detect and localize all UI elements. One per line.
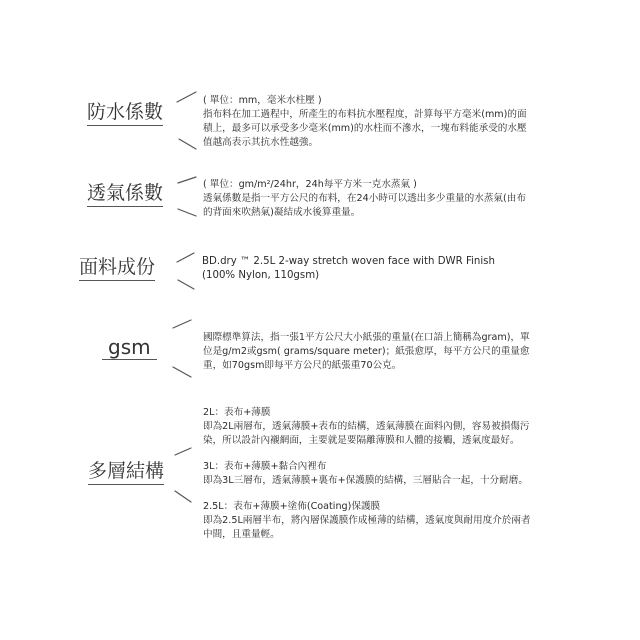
multilayer-description: [203, 406, 531, 542]
bracket-breathability-bottom: [178, 209, 196, 216]
term-multilayer-structure-underline: [88, 484, 164, 485]
gsm-text-3: 重，如70gsm即每平方公尺的紙張重70公克。: [203, 360, 402, 371]
layer-25l-text-1: 即為2.5L兩層半布，將內層保護膜作成極薄的結構，透氣度與耐用度介於兩者: [203, 515, 531, 526]
bracket-gsm-top: [173, 320, 191, 328]
layer-3l-title: 3L：表布+薄膜+黏合內裡布: [203, 461, 327, 472]
term-multilayer-structure: [88, 460, 164, 482]
bracket-composition-bottom: [178, 280, 194, 289]
term-waterproof-underline: [87, 125, 163, 126]
layer-3l-text-1: 即為3L三層布，透氣薄膜+裏布+保護膜的結構，三層貼合一起，十分耐磨。: [203, 475, 528, 486]
layer-2l-text-2: 染，所以設計內襯網面，主要就是要隔離薄膜和人體的接觸，透氣度最好。: [203, 435, 520, 446]
layer-2l-title: 2L：表布+薄膜: [203, 407, 271, 418]
term-fabric-composition: [79, 256, 155, 278]
layer-gap: [203, 488, 531, 500]
waterproof-unit: ( 單位：mm，毫米水柱壓 ): [203, 95, 322, 106]
term-gsm-label: gsm: [108, 335, 151, 359]
bracket-waterproof-top: [177, 92, 196, 102]
composition-text-2: (100% Nylon, 110gsm): [202, 270, 320, 281]
breathability-unit: ( 單位：gm/m²/24hr，24h每平方米一克水蒸氣 ): [203, 179, 417, 190]
waterproof-description: [203, 94, 527, 150]
waterproof-text-3: 值越高表示其抗水性越強。: [203, 137, 319, 148]
layer-gap: [203, 448, 531, 460]
composition-text-1: BD.dry ™ 2.5L 2-way stretch woven face with DWR Finish: [202, 256, 495, 267]
bracket-composition-top: [177, 253, 194, 262]
waterproof-text-1: 指布料在加工過程中，所產生的布料抗水壓程度，計算每平方毫米(mm)的面: [203, 109, 527, 120]
term-fabric-composition-label: 面料成份: [79, 256, 156, 278]
breathability-text-2: 的背面來吹熱氣)凝結成水後算重量。: [203, 207, 361, 218]
gsm-text-2: 位是g/m2或gsm( grams/square meter)；紙張愈厚，每平方公尺的重量愈: [203, 346, 530, 357]
bracket-gsm-bottom: [173, 367, 191, 377]
bracket-breathability-top: [178, 177, 196, 183]
breathability-text-1: 透氣係數是指一平方公尺的布料，在24小時可以透出多少重量的水蒸氣(由布: [203, 193, 526, 204]
term-breathability-underline: [87, 206, 163, 207]
term-multilayer-structure-label: 多層結構: [88, 460, 165, 482]
bracket-multilayer-bottom: [175, 491, 191, 502]
breathability-description: [203, 178, 526, 220]
term-breathability: [87, 182, 163, 204]
term-breathability-label: 透氣係數: [87, 182, 164, 204]
waterproof-text-2: 積上，最多可以承受多少毫米(mm)的水柱而不滲水，一塊布料能承受的水壓: [203, 123, 527, 134]
term-gsm-underline: [102, 359, 157, 360]
term-gsm: [108, 336, 151, 358]
gsm-text-1: 國際標準算法，指一張1平方公尺大小紙張的重量(在口語上簡稱為gram)，單: [203, 332, 530, 343]
bracket-multilayer-top: [175, 448, 191, 455]
layer-25l-title: 2.5L：表布+薄膜+塗佈(Coating)保護膜: [203, 501, 381, 512]
layer-2l-text-1: 即為2L兩層布，透氣薄膜+表布的結構，透氣薄膜在面料內側，容易被損傷污: [203, 421, 530, 432]
gsm-description: [203, 331, 530, 373]
term-waterproof: [87, 101, 163, 123]
bracket-waterproof-bottom: [179, 139, 196, 149]
term-waterproof-label: 防水係數: [87, 101, 164, 123]
term-fabric-composition-underline: [79, 280, 155, 281]
composition-description: [202, 255, 495, 283]
layer-25l-text-2: 中間，且重量輕。: [203, 529, 280, 540]
